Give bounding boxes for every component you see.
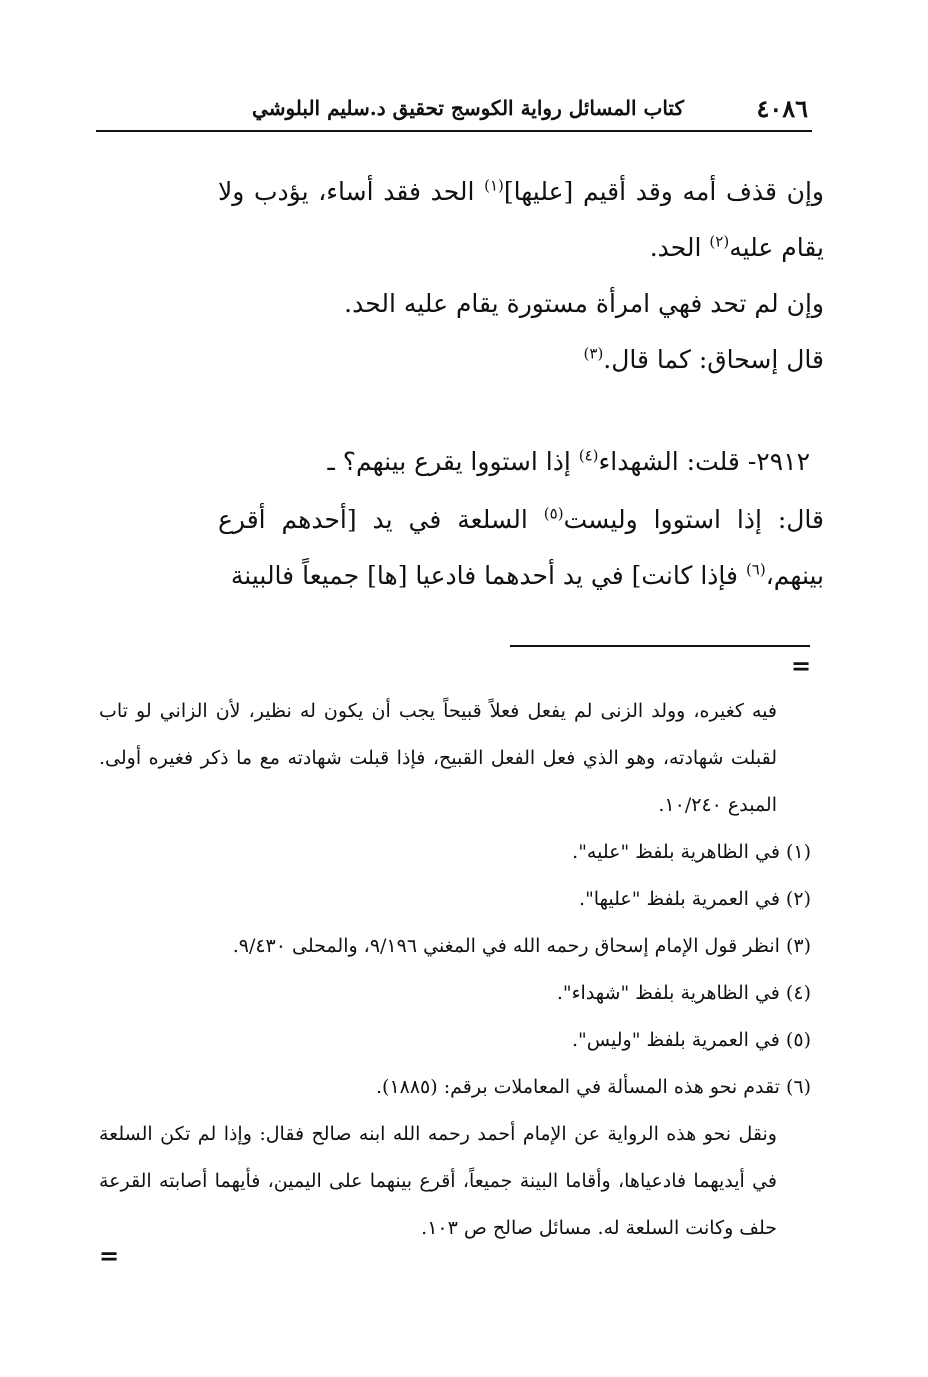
paragraph-ishaq <box>218 332 824 388</box>
footnote-6: (٦) تقدم نحو هذه المسألة في المعاملات برقم: (١٨٨٥). <box>375 1076 811 1098</box>
footnotes <box>99 688 811 1252</box>
footnote-ref-1: (١) <box>484 176 504 195</box>
para3-text: قال إسحاق: كما قال. <box>603 345 824 374</box>
answer-text-b: السلعة في يد [أحدهم أقرع بينهم، <box>218 505 824 590</box>
footnote-ref-3: (٣) <box>583 344 604 363</box>
question-2912 <box>110 434 810 490</box>
question-text-b: إذا استووا يقرع بينهم؟ <box>342 447 579 476</box>
page-number: ٤٠٨٦ <box>756 94 808 123</box>
footnote-ref-6: (٦) <box>745 560 766 579</box>
para1-text-c: الحد. <box>649 233 710 262</box>
paragraph-mastura: وإن لم تحد فهي امرأة مستورة يقام عليه الحد. <box>344 289 824 318</box>
question-text-a: ٢٩١٢- قلت: الشهداء <box>598 447 810 476</box>
margin-mark: ـ <box>327 447 335 476</box>
footnote-ref-4: (٤) <box>578 446 599 465</box>
footnote-3: (٣) انظر قول الإمام إسحاق رحمه الله في المغني ٩/١٩٦، والمحلى ٩/٤٣٠. <box>232 935 811 957</box>
footnote-2: (٢) في العمرية بلفظ "عليها". <box>579 888 811 910</box>
answer-text-c: فإذا كانت] في يد أحدهما فادعيا [ها] جميعاً فالبينة <box>230 561 746 590</box>
answer-paragraph <box>218 492 824 604</box>
footnote-5: (٥) في العمرية بلفظ "وليس". <box>572 1029 811 1051</box>
footnote-continuation: فيه كغيره، وولد الزنى لم يفعل فعلاً قبيحاً يجب أن يكون له نظير، لأن الزاني لو تاب لقبلت شهادته، وهو الذي فعل الفعل القبيح، فإذا قبلت شهادته مع ما ذكر فغيره أولى. المبدع ١٠/٢٤٠. <box>99 700 777 816</box>
footnote-ref-2: (٢) <box>709 232 730 251</box>
footnote-6-continuation: ونقل نحو هذه الرواية عن الإمام أحمد رحمه الله ابنه صالح فقال: وإذا لم تكن السلعة في أيديهما فادعياها، وأقاما البينة جميعاً، أقرع بينهما على اليمين، فأيهما أصابته القرعة حلف وكانت السلعة له. مسائل صالح ص ١٠٣. <box>99 1123 777 1239</box>
footnote-1: (١) في الظاهرية بلفظ "عليه". <box>572 841 811 863</box>
footnote-separator <box>510 645 810 647</box>
paragraph-qadhf <box>218 164 824 276</box>
book-title: كتاب المسائل رواية الكوسج تحقيق د.سليم البلوشي <box>252 96 684 120</box>
footnote-continuation-mark-top: = <box>791 651 812 680</box>
para1-text-a: وإن قذف أمه وقد أقيم [عليها] <box>503 177 824 206</box>
footnote-ref-5: (٥) <box>543 504 564 523</box>
answer-text-a: قال: إذا استووا وليست <box>563 505 824 534</box>
main-text <box>218 164 824 388</box>
running-header <box>96 88 812 132</box>
para1-text-b: الحد فقد أساء، يؤدب ولا يقام عليه <box>218 177 824 262</box>
footnote-4: (٤) في الظاهرية بلفظ "شهداء". <box>556 982 811 1004</box>
footnote-continuation-mark-bottom: = <box>99 1241 120 1270</box>
